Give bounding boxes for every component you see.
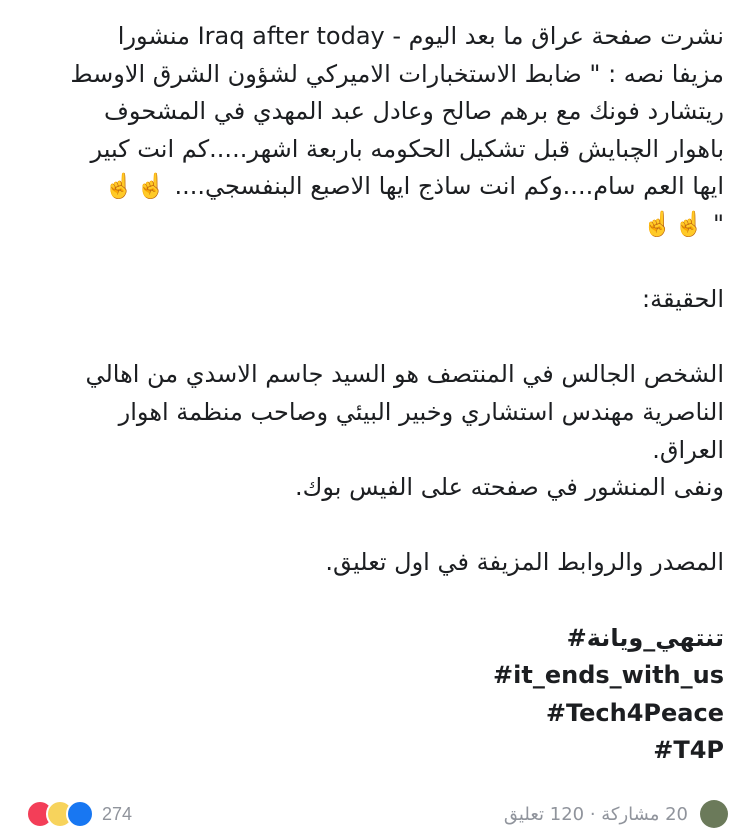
like-reaction-icon [66, 800, 94, 828]
hashtag-link[interactable]: #it_ends_with_us [493, 661, 724, 690]
spacer [18, 319, 724, 357]
post-footer [0, 800, 750, 830]
truth-line-1: الشخص الجالس في المنتصف هو السيد جاسم الاسدي من اهالي [85, 360, 724, 389]
post-line-1: نشرت صفحة عراق ما بعد اليوم - Iraq after today منشورا [117, 22, 724, 50]
hashtag-link[interactable]: #تنتهي_ويانة [566, 623, 724, 652]
truth-line-4: ونفى المنشور في صفحته على الفيس بوك. [295, 473, 724, 502]
reaction-count: 274 [102, 803, 133, 824]
post-line-5-text: ايها العم سام....وكم انت ساذج ايها الاصبع البنفسجي.... [174, 172, 724, 201]
post-text [18, 18, 724, 770]
reactions-summary[interactable] [26, 800, 132, 828]
truth-heading: الحقيقة: [642, 285, 724, 314]
hashtag-link[interactable]: #T4P [653, 736, 724, 765]
comments-shares-count[interactable]: 20 مشاركة · 120 تعليق [503, 804, 688, 825]
post-line-3: ريتشارد فونك مع برهم صالح وعادل عبد المهدي في المشحوف [104, 97, 724, 126]
pointing-up-emoji-icon: ☝️ [104, 172, 134, 201]
post-line-6 [18, 206, 724, 244]
post-line-5 [18, 168, 724, 206]
closing-quote: " [712, 209, 724, 238]
pointing-up-emoji-icon: ☝️ [136, 172, 166, 201]
post-line-4: باهوار الچبايش قبل تشكيل الحكومه باربعة اشهر.....كم انت كبير [90, 134, 724, 163]
spacer [18, 507, 724, 545]
hashtag-link[interactable]: #Tech4Peace [545, 698, 724, 727]
source-line: المصدر والروابط المزيفة في اول تعليق. [325, 548, 724, 577]
post-line-2: مزيفا نصه : " ضابط الاستخبارات الاميركي لشؤون الشرق الاوسط [70, 59, 724, 88]
truth-line-2: الناصرية مهندس استشاري وخبير البيئي وصاحب منظمة اهوار [118, 397, 724, 426]
pointing-up-emoji-icon: ☝️ [674, 209, 705, 238]
avatar[interactable] [700, 800, 728, 828]
truth-line-3: العراق. [652, 435, 724, 464]
pointing-up-emoji-icon: ☝️ [642, 209, 673, 238]
spacer [18, 244, 724, 282]
spacer [18, 582, 724, 620]
